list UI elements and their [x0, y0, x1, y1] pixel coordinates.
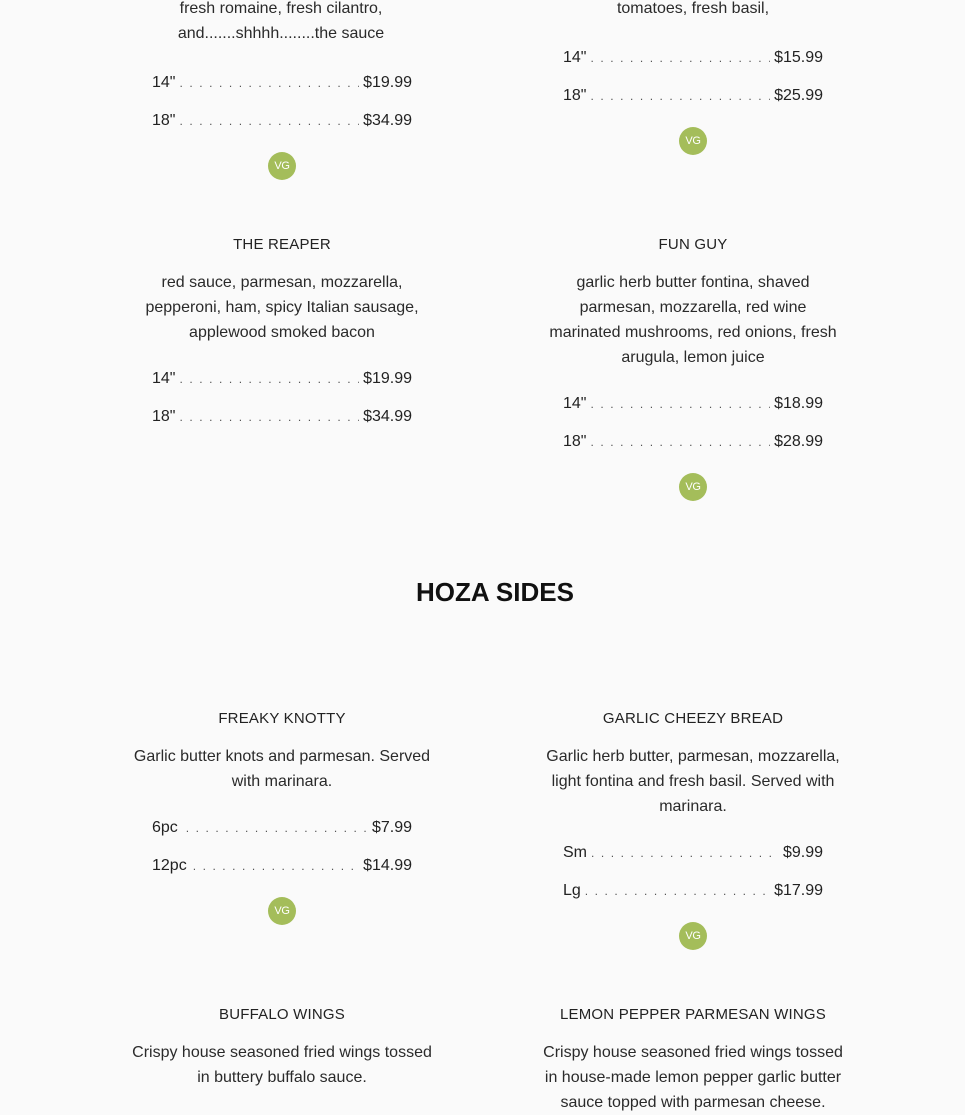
- leader-dots: [585, 884, 770, 898]
- size-label: 14": [563, 395, 587, 412]
- price-row-12pc: [152, 857, 412, 875]
- price-row-18: [152, 112, 412, 130]
- price-label: $19.99: [363, 370, 412, 387]
- item-description: Garlic butter knots and parmesan. Served with marinara.: [133, 748, 431, 790]
- price-row-18: [152, 408, 412, 426]
- price-label: $19.99: [363, 74, 412, 91]
- leader-dots: [179, 410, 359, 424]
- menu-item-the-reaper: [131, 236, 433, 345]
- price-row-14: [563, 395, 823, 413]
- size-label: 14": [152, 74, 176, 91]
- size-label: 18": [563, 433, 587, 450]
- size-label: 14": [152, 370, 176, 387]
- vegan-badge-icon: VG: [268, 897, 296, 925]
- item-description: garlic herb butter fontina, shaved parmesan, mozzarella, red wine marinated mushrooms, red onions, fresh arugula, lemon juice: [549, 274, 837, 366]
- size-label: 6pc: [152, 819, 178, 836]
- price-row-18: [563, 87, 823, 105]
- price-label: $9.99: [782, 844, 823, 861]
- menu-item-lemon-pepper-wings: [537, 1006, 849, 1115]
- item-title: THE REAPER: [233, 236, 331, 253]
- size-label: 14": [563, 49, 587, 66]
- menu-item-pizza-2: [542, 0, 844, 21]
- item-title: FUN GUY: [658, 236, 728, 253]
- size-label: 12pc: [152, 857, 187, 874]
- item-description: tomatoes, fresh basil,: [616, 0, 770, 17]
- price-label: $18.99: [774, 395, 823, 412]
- price-label: $25.99: [774, 87, 823, 104]
- item-title: BUFFALO WINGS: [219, 1006, 345, 1023]
- leader-dots: [186, 821, 368, 835]
- item-title: LEMON PEPPER PARMESAN WINGS: [559, 1006, 826, 1023]
- price-label: $7.99: [371, 819, 412, 836]
- leader-dots: [590, 89, 770, 103]
- price-label: $28.99: [774, 433, 823, 450]
- leader-dots: [193, 859, 359, 873]
- vegan-badge-icon: VG: [679, 922, 707, 950]
- section-title: HOZA SIDES: [416, 577, 574, 607]
- menu-item-buffalo-wings: [126, 1006, 438, 1090]
- price-row-lg: [563, 882, 823, 900]
- vegan-badge-icon: VG: [679, 127, 707, 155]
- item-description: Crispy house seasoned fried wings tossed in buttery buffalo sauce.: [132, 1044, 432, 1086]
- menu-item-fun-guy: [542, 236, 844, 370]
- leader-dots: [590, 51, 770, 65]
- price-row-sm: [563, 844, 823, 862]
- size-label: Sm: [563, 844, 587, 861]
- price-row-6pc: [152, 819, 412, 837]
- leader-dots: [591, 846, 775, 860]
- price-label: $14.99: [363, 857, 412, 874]
- menu-item-pizza-1: [131, 0, 431, 46]
- price-row-14: [152, 74, 412, 92]
- price-label: $15.99: [774, 49, 823, 66]
- leader-dots: [179, 372, 359, 386]
- item-title: FREAKY KNOTTY: [218, 710, 346, 727]
- size-label: 18": [152, 112, 176, 129]
- vegan-badge-icon: VG: [679, 473, 707, 501]
- menu-item-garlic-cheezy-bread: [542, 710, 844, 819]
- menu-item-freaky-knotty: [131, 710, 433, 794]
- item-title: GARLIC CHEEZY BREAD: [602, 710, 784, 727]
- vegan-badge-icon: VG: [268, 152, 296, 180]
- size-label: Lg: [563, 882, 581, 899]
- leader-dots: [590, 435, 770, 449]
- price-row-14: [563, 49, 823, 67]
- item-description: Crispy house seasoned fried wings tossed in house-made lemon pepper garlic butter sauce topped with parmesan cheese.: [543, 1044, 843, 1111]
- price-label: $34.99: [363, 112, 412, 129]
- size-label: 18": [563, 87, 587, 104]
- item-description: red sauce, parmesan, mozzarella, pepperoni, ham, spicy Italian sausage, applewood smoked bacon: [145, 274, 419, 341]
- price-label: $17.99: [774, 882, 823, 899]
- item-description: fresh romaine, fresh cilantro, and.......shhhh........the sauce: [177, 0, 385, 42]
- leader-dots: [590, 397, 770, 411]
- size-label: 18": [152, 408, 176, 425]
- price-row-14: [152, 370, 412, 388]
- item-description: Garlic herb butter, parmesan, mozzarella, light fontina and fresh basil. Served with marinara.: [546, 748, 840, 815]
- price-label: $34.99: [363, 408, 412, 425]
- price-row-18: [563, 433, 823, 451]
- leader-dots: [179, 114, 359, 128]
- leader-dots: [179, 76, 359, 90]
